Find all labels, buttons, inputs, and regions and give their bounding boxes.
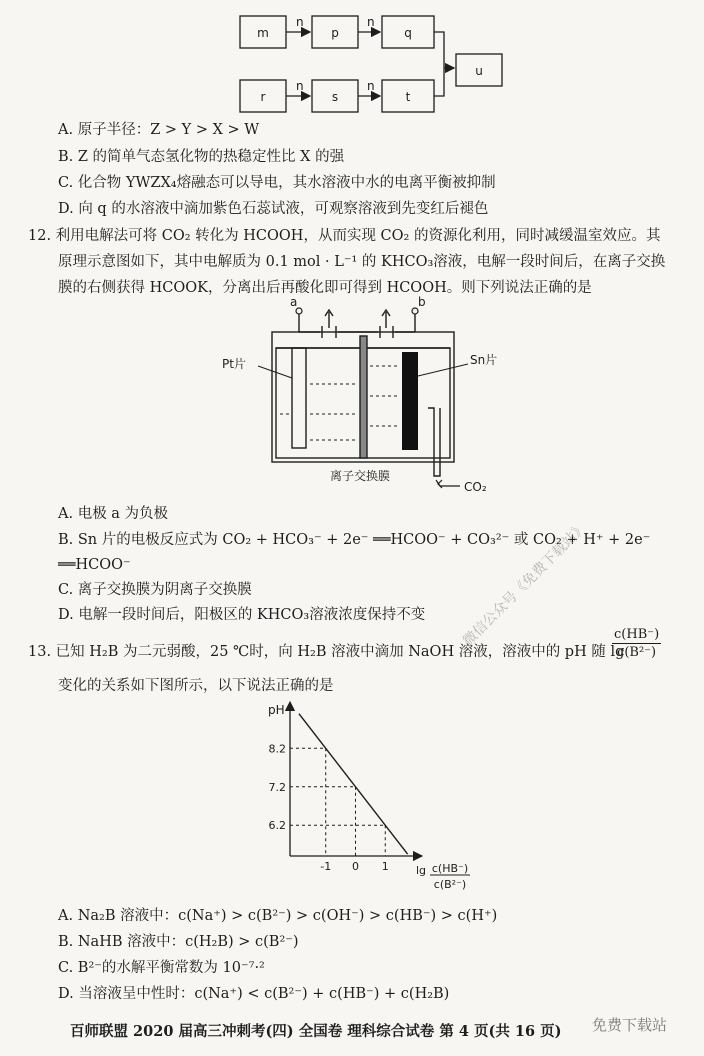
box-label-p: p	[331, 26, 339, 40]
q13-option-a: A. Na₂B 溶液中：c(Na⁺) > c(B²⁻) > c(OH⁻) > c(HB⁻) > c(H⁺)	[58, 908, 498, 924]
edge-label: n	[367, 15, 375, 29]
series-line	[299, 714, 408, 854]
electrode-a-label: a	[290, 296, 298, 309]
q11-option-c: C. 化合物 YWZX₄熔融态可以导电，其水溶液中水的电离平衡被抑制	[58, 175, 496, 191]
box-label-r: r	[260, 90, 266, 104]
q12-option-c: C. 离子交换膜为阴离子交换膜	[58, 582, 252, 598]
edge-label: n	[367, 79, 375, 93]
box-label-t: t	[405, 90, 411, 104]
q12-stem-line2: 原理示意图如下，其中电解质为 0.1 mol · L⁻¹ 的 KHCO₃溶液，电解一段时间后，在离子交换	[58, 254, 666, 270]
x-axis-label-den: c(B²⁻)	[433, 878, 467, 891]
q13-stem-line2: 变化的关系如下图所示，以下说法正确的是	[58, 678, 334, 694]
x-axis-label-prefix: lg	[416, 864, 427, 877]
ph-chart	[250, 696, 490, 896]
box-label-q: q	[404, 26, 412, 40]
watermark-corner: 免费下载站	[592, 1016, 668, 1034]
y-tick-label: 8.2	[268, 742, 286, 756]
flow-diagram	[230, 8, 520, 118]
q13-fraction	[612, 626, 661, 661]
q13-option-c: C. B²⁻的水解平衡常数为 10⁻⁷·²	[58, 960, 265, 976]
y-tick-label: 6.2	[268, 819, 286, 833]
q12-stem-line1: 12. 利用电解法可将 CO₂ 转化为 HCOOH，从而实现 CO₂ 的资源化利用，同时减缓温室效应。其	[28, 228, 661, 244]
q13-option-d: D. 当溶液呈中性时：c(Na⁺) < c(B²⁻) + c(HB⁻) + c(H₂B)	[58, 986, 450, 1002]
electrolysis-figure	[220, 296, 510, 498]
x-tick-label: -1	[320, 860, 332, 873]
box-label-m: m	[257, 26, 269, 40]
box-label-u: u	[475, 64, 483, 78]
q13-option-b: B. NaHB 溶液中：c(H₂B) > c(B²⁻)	[58, 934, 299, 950]
pt-label: Pt片	[222, 357, 246, 371]
watermark-stamp: 微信公众号《免费下载站》	[460, 519, 591, 650]
q11-option-d: D. 向 q 的水溶液中滴加紫色石蕊试液，可观察溶液到先变红后褪色	[58, 201, 489, 217]
q12-option-b-cont: ══HCOO⁻	[58, 557, 131, 573]
x-axis-label-num: c(HB⁻)	[431, 862, 469, 875]
y-tick-label: 7.2	[268, 780, 286, 794]
x-tick-label: 1	[381, 860, 389, 873]
q12-stem-line3: 膜的右侧获得 HCOOK，分离出后再酸化即可得到 HCOOH。则下列说法正确的是	[58, 280, 592, 296]
q12-option-d: D. 电解一段时间后，阳极区的 KHCO₃溶液浓度保持不变	[58, 607, 426, 623]
q11-option-a: A. 原子半径：Z > Y > X > W	[58, 122, 260, 138]
electrode-b-label: b	[418, 296, 426, 309]
q12-option-b: B. Sn 片的电极反应式为 CO₂ + HCO₃⁻ + 2e⁻ ══HCOO⁻ + CO₃²⁻ 或 CO₂ + H⁺ + 2e⁻	[58, 532, 651, 548]
q13-stem-line1: 13. 已知 H₂B 为二元弱酸，25 ℃时，向 H₂B 溶液中滴加 NaOH 溶液，溶液中的 pH 随 lg	[28, 644, 625, 660]
co2-label: CO₂	[464, 480, 487, 494]
page-footer: 百师联盟 2020 届高三冲刺考(四) 全国卷 理科综合试卷 第 4 页(共 16 页)	[70, 1023, 562, 1040]
x-tick-label: 0	[351, 860, 359, 873]
sn-label: Sn片	[470, 353, 498, 367]
q11-option-b: B. Z 的简单气态氢化物的热稳定性比 X 的强	[58, 149, 345, 165]
q13-frac-num: c(HB⁻)	[614, 627, 660, 642]
edge-label: n	[296, 15, 304, 29]
y-axis-label: pH	[268, 703, 285, 717]
q13-frac-den: c(B²⁻)	[617, 645, 657, 660]
membrane-label: 离子交换膜	[330, 469, 391, 483]
box-label-s: s	[331, 90, 339, 104]
edge-label: n	[296, 79, 304, 93]
q12-option-a: A. 电极 a 为负极	[58, 506, 169, 522]
